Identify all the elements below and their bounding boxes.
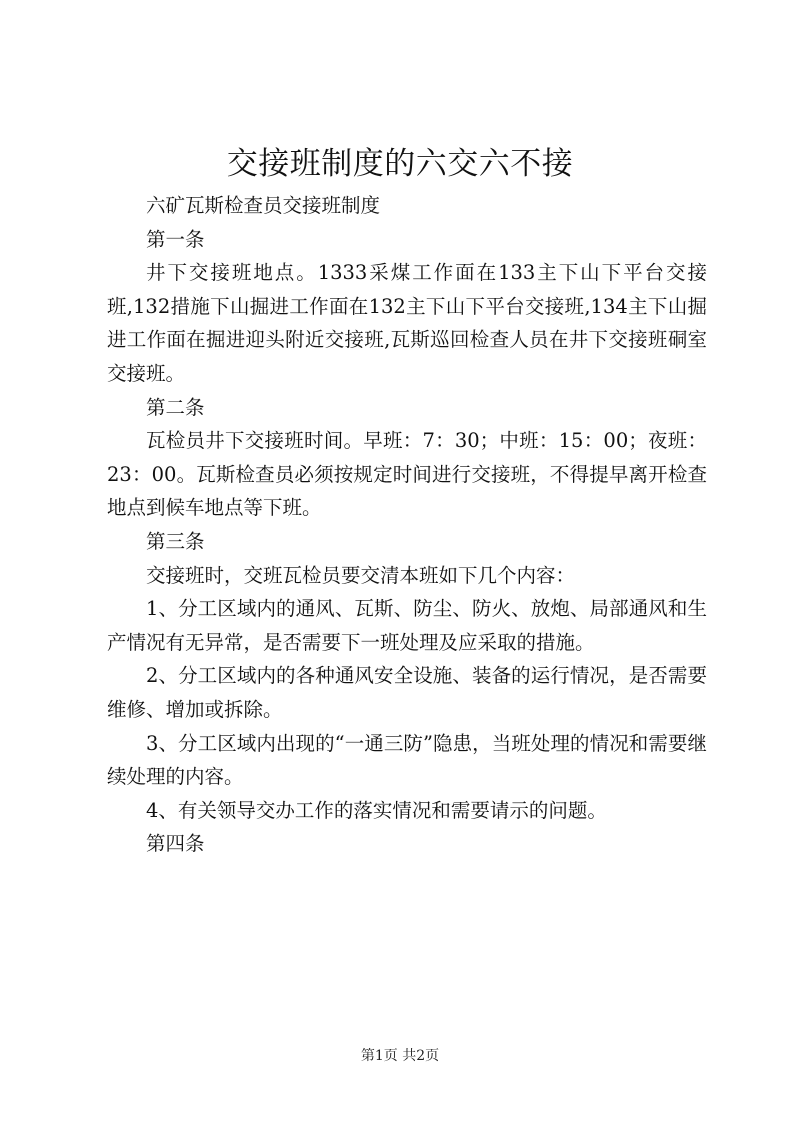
paragraph-item-3: 3、分工区域内出现的“一通三防”隐患，当班处理的情况和需要继续处理的内容。 — [107, 731, 707, 789]
paragraph-article-1-heading: 第一条 — [146, 227, 205, 251]
paragraph-item-4: 4、有关领导交办工作的落实情况和需要请示的问题。 — [146, 798, 607, 822]
page-footer: 第1页 共2页 — [360, 1048, 440, 1064]
paragraph-article-1-text: 井下交接班地点。1333采煤工作面在133主下山下平台交接班,132措施下山掘进工作面在132主下山下平台交接班,134主下山掘进工作面在掘进迎头附近交接班,瓦斯巡回检查人员在井下交接班硐室交接班。 — [107, 261, 707, 385]
document-body — [107, 189, 707, 861]
paragraph-article-4-heading: 第四条 — [146, 832, 205, 856]
paragraph-article-3-intro: 交接班时，交班瓦检员要交清本班如下几个内容： — [146, 563, 576, 587]
paragraph-article-3-heading: 第三条 — [146, 529, 205, 553]
paragraph-item-1: 1、分工区域内的通风、瓦斯、防尘、防火、放炮、局部通风和生产情况有无异常，是否需要下一班处理及应采取的措施。 — [107, 597, 707, 654]
paragraph-article-2-text: 瓦检员井下交接班时间。早班：7：30；中班：15：00；夜班：23：00。瓦斯检查员必须按规定时间进行交接班，不得提早离开检查地点到候车地点等下班。 — [107, 429, 707, 520]
paragraph-subtitle: 六矿瓦斯检查员交接班制度 — [146, 194, 381, 217]
paragraph-article-2-heading: 第二条 — [146, 395, 205, 419]
paragraph-item-2: 2、分工区域内的各种通风安全设施、装备的运行情况，是否需要维修、增加或拆除。 — [107, 664, 707, 721]
document-title: 交接班制度的六交六不接 — [226, 146, 574, 182]
